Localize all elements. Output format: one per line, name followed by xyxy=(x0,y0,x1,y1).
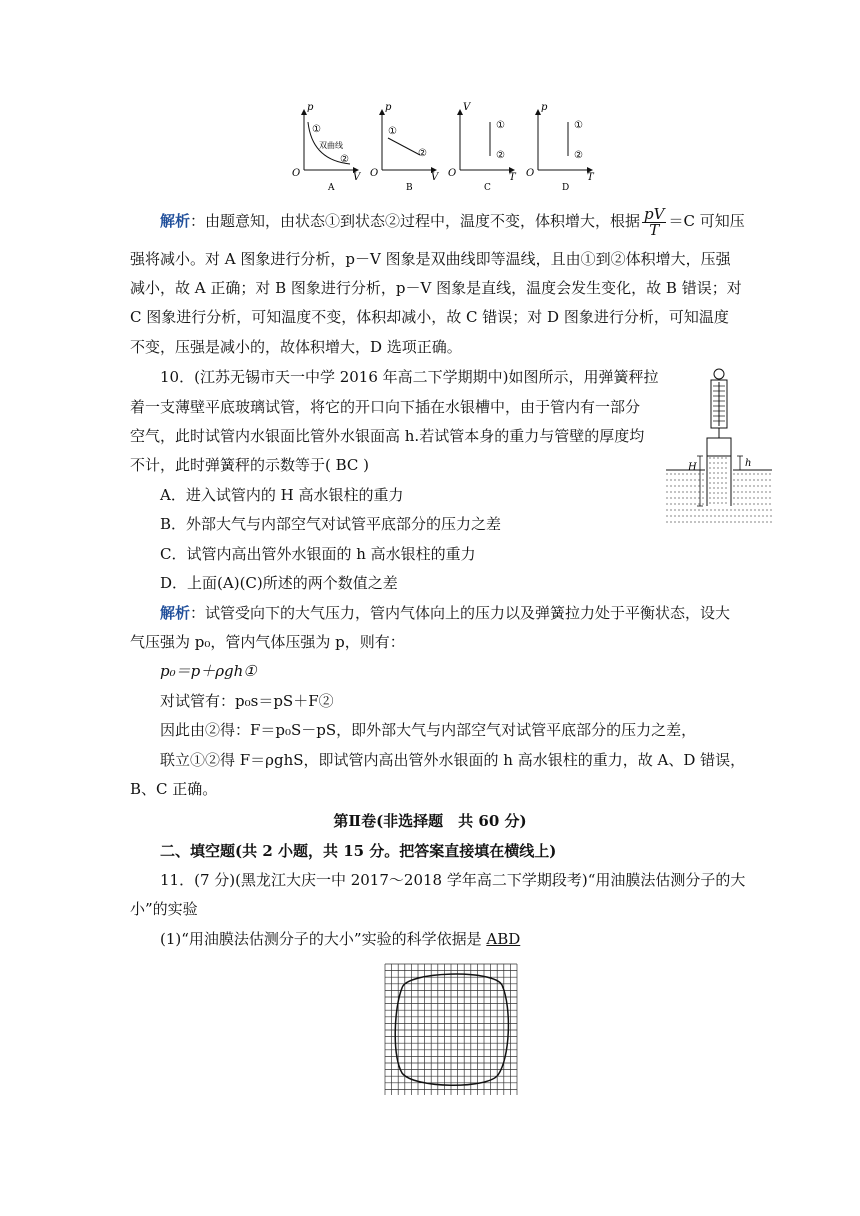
label-H: H xyxy=(688,462,697,473)
analysis9-line3: 减小，故 A 正确；对 B 图象进行分析，p－V 图象是直线，温度会发生变化，故 B 错误；对 xyxy=(130,279,742,297)
axis-t-d: T xyxy=(587,172,594,183)
q11-line1: 11．(7 分)(黑龙江大庆一中 2017～2018 学年高二下学期段考)“用油膜法估测分子的大 xyxy=(160,871,746,889)
analysis9-line5: 不变，压强是减小的，故体积增大，D 选项正确。 xyxy=(130,338,462,356)
graph-a xyxy=(292,102,362,193)
origin-a: O xyxy=(292,168,301,179)
state2-a: ② xyxy=(340,154,349,165)
section2-subtitle: 二、填空题(共 2 小题，共 15 分。把答案直接填在横线上) xyxy=(160,842,557,860)
q10-line1: 10．(江苏无锡市天一中学 2016 年高二下学期期中)如图所示，用弹簧秤拉 xyxy=(160,368,659,386)
section2-title: 第Ⅱ卷(非选择题 共 60 分) xyxy=(333,812,527,830)
graph-label-a: A xyxy=(328,183,335,193)
q11-part1: (1)“用油膜法估测分子的大小”实验的科学依据是 ABD xyxy=(160,930,521,948)
analysis10-line6: 联立①②得 F＝ρghS，即试管内高出管外水银面的 h 高水银柱的重力，故 A、D 错误， xyxy=(160,751,746,769)
graph-b xyxy=(370,102,440,193)
state2-c: ② xyxy=(496,150,505,161)
pv-over-t-fraction: $\frac{pV}{T}$ xyxy=(644,204,665,239)
axis-p-a: p xyxy=(307,102,314,113)
analysis9-line2: 强将减小。对 A 图象进行分析，p－V 图象是双曲线即等温线，且由①到②体积增大，压强 xyxy=(130,250,731,268)
state1-a: ① xyxy=(312,124,321,135)
analysis10-eq1: p₀＝p＋ρgh① xyxy=(160,662,257,680)
q10-line3: 空气，此时试管内水银面比管外水银面高 h.若试管本身的重力与管壁的厚度均 xyxy=(130,427,645,445)
axis-v-a: V xyxy=(353,172,361,183)
analysis10-line1: 解析：试管受向下的大气压力，管内气体向上的压力以及弹簧拉力处于平衡状态，设大 xyxy=(160,604,731,622)
graph-label-b: B xyxy=(406,183,413,193)
state1-b: ① xyxy=(388,126,397,137)
state2-b: ② xyxy=(418,148,427,159)
q10-option-d: D．上面(A)(C)所述的两个数值之差 xyxy=(160,574,398,592)
label-h: h xyxy=(745,458,752,469)
graph-d xyxy=(526,102,595,193)
q10-line2: 着一支薄壁平底玻璃试管，将它的开口向下插在水银槽中，由于管内有一部分 xyxy=(130,398,641,416)
state2-d: ② xyxy=(574,150,583,161)
analysis-tag-10: 解析 xyxy=(160,604,191,622)
graph-label-d: D xyxy=(562,183,570,193)
analysis10-line7: B、C 正确。 xyxy=(130,780,218,798)
analysis9-line1: 解析：由题意知，由状态①到状态②过程中，温度不变，体积增大，根据 $\frac{pV}{T}$ ＝C 可知压 xyxy=(160,204,745,239)
hyperbola-label: 双曲线 xyxy=(319,141,343,150)
analysis10-line2: 气压强为 p₀，管内气体压强为 p，则有： xyxy=(130,633,405,651)
analysis10-line5: 因此由②得：F＝p₀S－pS，即外部大气与内部空气对试管平底部分的压力之差， xyxy=(160,721,697,739)
state1-d: ① xyxy=(574,120,583,131)
axis-v-b: V xyxy=(431,172,439,183)
oil-film-grid-figure xyxy=(384,963,519,1095)
axis-v-c: V xyxy=(463,102,471,113)
analysis9-line4: C 图象进行分析，可知温度不变，体积却减小，故 C 错误；对 D 图象进行分析，可知温度 xyxy=(130,308,729,326)
q11-answer: ABD xyxy=(486,930,521,948)
q10-option-a: A．进入试管内的 H 高水银柱的重力 xyxy=(160,486,404,504)
analysis-tag: 解析 xyxy=(160,212,191,230)
spring-scale-tube-figure xyxy=(664,366,774,528)
origin-b: O xyxy=(370,168,379,179)
graph-c xyxy=(448,102,517,193)
q10-option-b: B．外部大气与内部空气对试管平底部分的压力之差 xyxy=(160,515,502,533)
q11-line2: 小”的实验 xyxy=(130,900,198,918)
axis-p-b: p xyxy=(385,102,392,113)
origin-c: O xyxy=(448,168,457,179)
axis-t-c: T xyxy=(509,172,516,183)
analysis10-eq2: 对试管有：p₀s＝pS＋F② xyxy=(160,692,334,710)
q10-option-c: C．试管内高出管外水银面的 h 高水银柱的重力 xyxy=(160,545,476,563)
graph-label-c: C xyxy=(484,183,491,193)
origin-d: O xyxy=(526,168,535,179)
axis-p-d: p xyxy=(541,102,548,113)
pv-graphs-figure xyxy=(290,100,610,195)
state1-c: ① xyxy=(496,120,505,131)
q10-line4: 不计，此时弹簧秤的示数等于( BC ) xyxy=(130,456,370,474)
